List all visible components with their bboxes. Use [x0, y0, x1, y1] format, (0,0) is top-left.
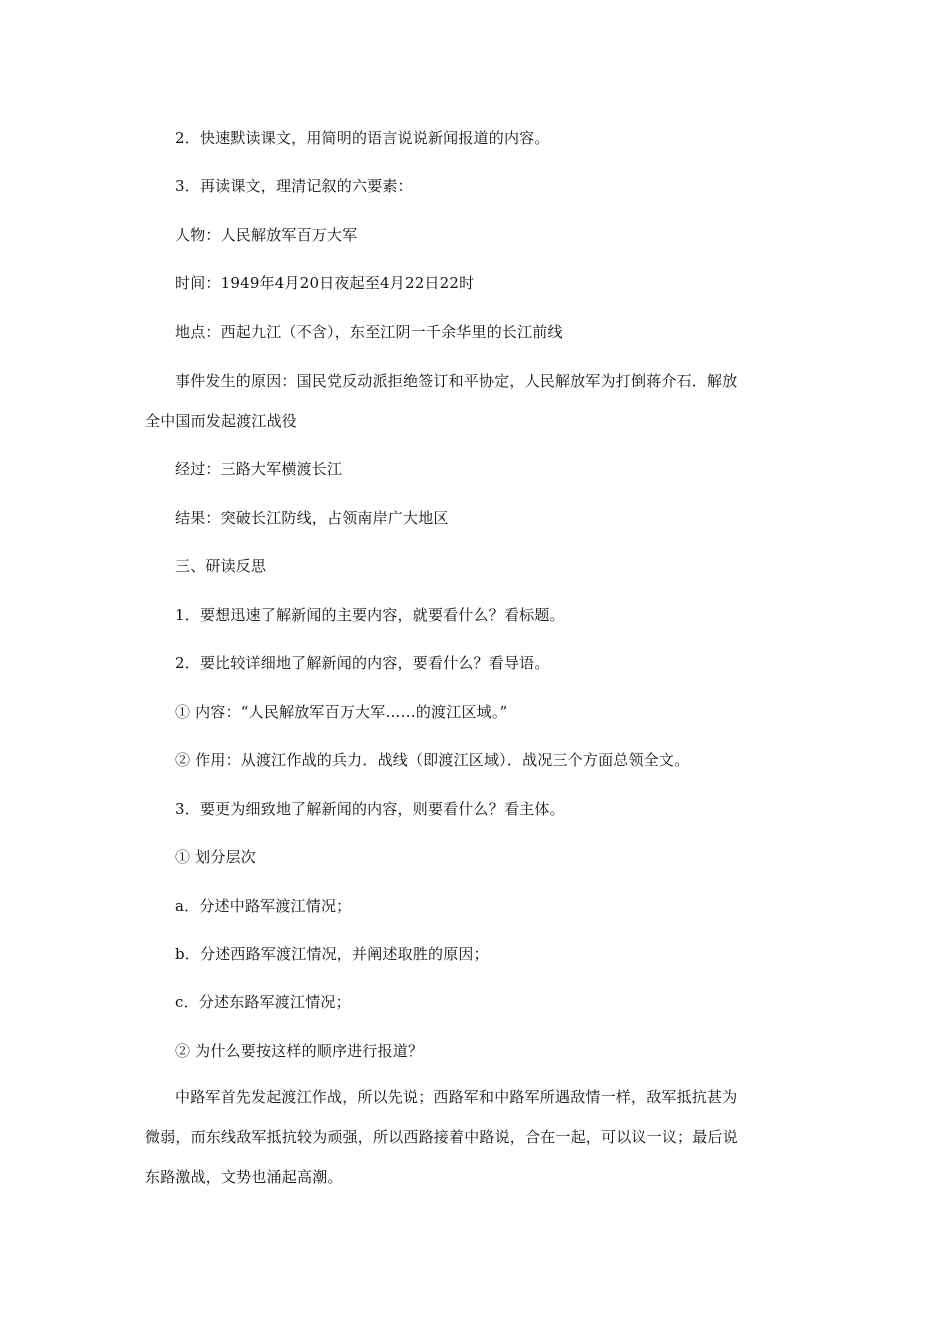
- section-heading-reflection: 三、研读反思: [175, 557, 267, 575]
- paragraph-body-question: 3．要更为细致地了解新闻的内容，则要看什么？看主体。: [175, 800, 565, 818]
- paragraph-lead-question: 2．要比较详细地了解新闻的内容，要看什么？看导语。: [175, 654, 550, 672]
- list-item-a: a．分述中路军渡江情况；: [175, 897, 352, 915]
- paragraph-title-question: 1．要想迅速了解新闻的主要内容，就要看什么？看标题。: [175, 606, 565, 624]
- answer-line-1: 中路军首先发起渡江作战，所以先说；西路军和中路军所遇敌情一样，敌军抵抗甚为: [175, 1088, 738, 1106]
- paragraph-time: 时间：1949年4月20日夜起至4月22日22时: [175, 274, 475, 292]
- paragraph-place: 地点：西起九江（不含），东至江阴一千余华里的长江前线: [175, 323, 563, 341]
- paragraph-six-elements: 3．再读课文，理清记叙的六要素：: [175, 177, 413, 195]
- list-item-c: c．分述东路军渡江情况；: [175, 993, 351, 1011]
- paragraph-result: 结果：突破长江防线，占领南岸广大地区: [175, 509, 449, 527]
- list-item-b: b．分述西路军渡江情况，并阐述取胜的原因；: [175, 945, 489, 963]
- answer-line-2: 微弱，而东线敌军抵抗较为顽强，所以西路接着中路说，合在一起，可以议一议；最后说: [145, 1128, 738, 1146]
- paragraph-characters: 人物：人民解放军百万大军: [175, 226, 358, 244]
- paragraph-order-answer: [145, 1086, 810, 1186]
- paragraph-lead-content: ① 内容：“人民解放军百万大军……的渡江区域。”: [175, 703, 508, 721]
- paragraph-lead-function: ② 作用：从渡江作战的兵力．战线（即渡江区域）．战况三个方面总领全文。: [175, 751, 690, 769]
- cause-line-2: 全中国而发起渡江战役: [145, 412, 298, 430]
- cause-line-1: 事件发生的原因：国民党反动派拒绝签订和平协定，人民解放军为打倒蒋介石．解放: [175, 372, 738, 390]
- paragraph-speed-reading: 2．快速默读课文，用简明的语言说说新闻报道的内容。: [175, 129, 550, 147]
- paragraph-order-question: ② 为什么要按这样的顺序进行报道？: [175, 1042, 424, 1060]
- paragraph-divide-layers: ① 划分层次: [175, 848, 256, 866]
- answer-line-3: 东路激战，文势也涌起高潮。: [145, 1168, 343, 1186]
- paragraph-process: 经过：三路大军横渡长江: [175, 460, 343, 478]
- paragraph-cause: [145, 370, 810, 430]
